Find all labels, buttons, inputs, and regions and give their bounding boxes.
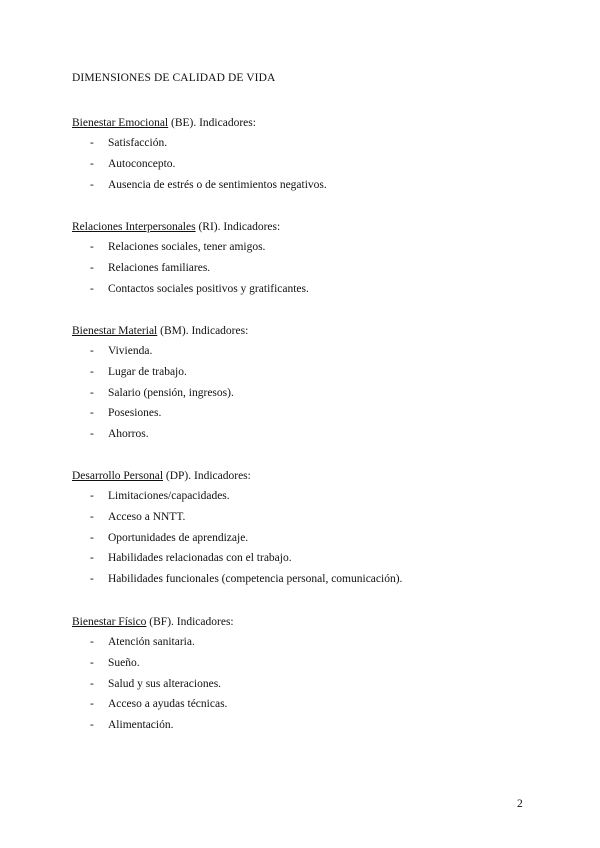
bullet-dash: - (90, 656, 94, 669)
list-item (72, 510, 251, 531)
list-item (72, 635, 234, 656)
section-suffix: (BF). Indicadores: (146, 616, 234, 628)
item-text: Vivienda. (108, 345, 153, 357)
bullet-dash: - (90, 261, 94, 274)
section-heading (72, 220, 280, 240)
item-text: Habilidades relacionadas con el trabajo. (108, 552, 292, 565)
bullet-dash: - (90, 407, 94, 420)
section-name: Bienestar Material (72, 325, 158, 337)
list-item (72, 656, 234, 677)
list-item (72, 427, 248, 448)
list-item (72, 261, 280, 282)
section-bienestar-material (72, 324, 248, 448)
item-text: Alimentación. (108, 719, 174, 732)
item-text: Limitaciones/capacidades. (108, 490, 230, 502)
bullet-dash: - (90, 282, 94, 295)
item-text: Sueño. (108, 656, 140, 669)
bullet-dash: - (90, 345, 94, 357)
bullet-dash: - (90, 386, 94, 399)
section-suffix: (RI). Indicadores: (195, 221, 281, 233)
section-heading (72, 324, 248, 344)
bullet-dash: - (90, 552, 94, 565)
list-item (72, 344, 248, 365)
bullet-dash: - (90, 157, 94, 170)
section-name: Desarrollo Personal (72, 470, 164, 482)
bullet-dash: - (90, 719, 94, 732)
section-relaciones-interpersonales (72, 220, 309, 302)
bullet-dash: - (90, 137, 94, 149)
list-item (72, 136, 256, 157)
page-number: 2 (517, 798, 523, 810)
item-text: Atención sanitaria. (108, 636, 195, 648)
item-text: Lugar de trabajo. (108, 365, 187, 378)
item-text: Acceso a NNTT. (108, 510, 186, 523)
item-text: Ahorros. (108, 428, 149, 441)
bullet-dash: - (90, 698, 94, 711)
list-item (72, 406, 248, 427)
bullet-dash: - (90, 428, 94, 441)
section-heading (72, 469, 251, 489)
bullet-dash: - (90, 365, 94, 378)
item-text: Posesiones. (108, 407, 162, 420)
section-desarrollo-personal (72, 469, 403, 593)
section-heading (72, 615, 234, 635)
section-bienestar-emocional (72, 116, 327, 198)
bullet-dash: - (90, 636, 94, 648)
item-text: Satisfacción. (108, 137, 168, 149)
section-name: Bienestar Emocional (72, 117, 169, 129)
section-suffix: (DP). Indicadores: (163, 470, 251, 482)
section-suffix: (BE). Indicadores: (168, 117, 256, 129)
item-text: Autoconcepto. (108, 157, 176, 170)
bullet-dash: - (90, 531, 94, 544)
list-item (72, 551, 292, 572)
bullet-dash: - (90, 490, 94, 502)
list-item (72, 240, 280, 261)
bullet-dash: - (90, 677, 94, 690)
item-text: Oportunidades de aprendizaje. (108, 531, 249, 544)
list-item (72, 386, 248, 407)
item-text: Acceso a ayudas técnicas. (108, 698, 228, 711)
list-item (72, 718, 234, 739)
item-text: Ausencia de estrés o de sentimientos negativos. (108, 178, 327, 191)
item-text: Salud y sus alteraciones. (108, 677, 222, 690)
page-title: DIMENSIONES DE CALIDAD DE VIDA (72, 72, 276, 84)
list-item (72, 178, 327, 199)
item-text: Habilidades funcionales (competencia personal, comunicación). (108, 573, 403, 586)
list-item (72, 572, 403, 593)
list-item (72, 677, 234, 698)
bullet-dash: - (90, 178, 94, 191)
section-bienestar-fisico (72, 615, 234, 739)
item-text: Relaciones familiares. (108, 261, 211, 274)
list-item (72, 365, 248, 386)
list-item (72, 282, 309, 303)
item-text: Salario (pensión, ingresos). (108, 386, 234, 399)
section-heading (72, 116, 256, 136)
section-name: Relaciones Interpersonales (72, 221, 196, 233)
list-item (72, 697, 234, 718)
list-item (72, 489, 251, 510)
bullet-dash: - (90, 573, 94, 586)
item-text: Contactos sociales positivos y gratificantes. (108, 282, 309, 295)
list-item (72, 531, 251, 552)
section-name: Bienestar Físico (72, 616, 147, 628)
list-item (72, 157, 256, 178)
item-text: Relaciones sociales, tener amigos. (108, 241, 266, 253)
section-suffix: (BM). Indicadores: (157, 325, 249, 337)
bullet-dash: - (90, 510, 94, 523)
bullet-dash: - (90, 241, 94, 253)
